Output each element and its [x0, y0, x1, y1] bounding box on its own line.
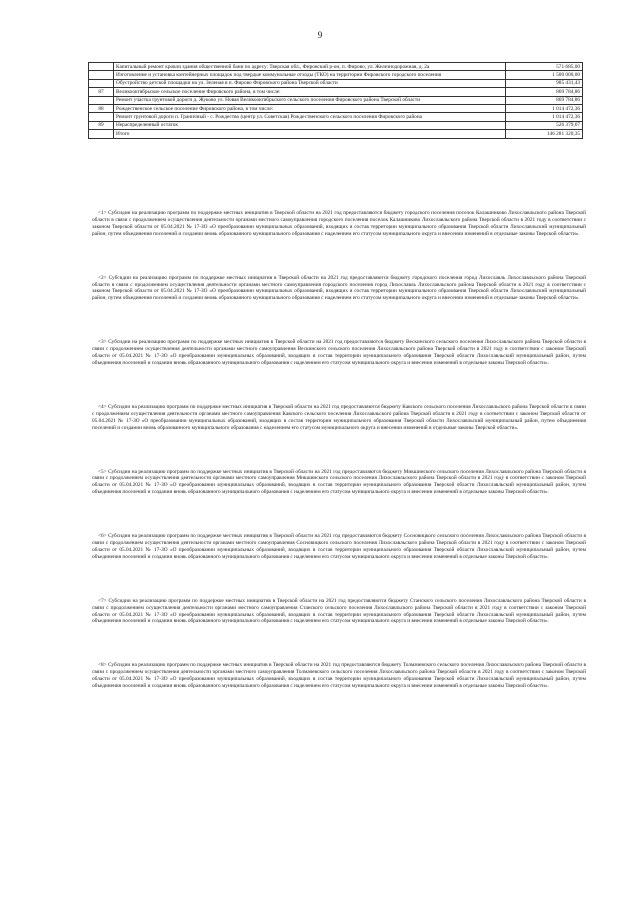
- footnotes: [92, 210, 586, 690]
- row-number: [89, 96, 114, 104]
- row-name: Великооктябрьское сельское поселение Фировского района, в том числе:: [114, 88, 506, 96]
- row-amount: 985 431,43: [506, 79, 583, 87]
- page-number: 9: [317, 30, 323, 40]
- row-name: Рождественское сельское поселение Фировского района, в том числе:: [114, 105, 506, 113]
- row-amount: 526 379,67: [506, 121, 583, 129]
- row-name: Ремонт грунтовой дороги п. Граничный - с. Рождество (центр ул. Советская) Рождественского сельского поселения Фировского района: [114, 113, 506, 121]
- table-row: [89, 88, 583, 96]
- row-name: Изготовление и установка контейнерных площадок под твердые коммунальные отходы (ТКО) на территории Фировского городского поселения: [114, 71, 506, 79]
- row-number: 89: [89, 121, 114, 129]
- row-number: [89, 63, 114, 71]
- row-number: [89, 130, 114, 138]
- row-amount: 571 685,00: [506, 63, 583, 71]
- footnote-3: <3> Субсидии на реализацию программ по поддержке местных инициатив в Тверской области на 2021 год предоставляются бюджету Вескинского сельского поселения Лихославльского района Тверской области в связи с продолжением осуществления деятельности органами местного самоуправления Вескинского сельского поселения Лихославльского района Тверской области в 2021 году в соответствии с законом Тверской области от 05.04.2021 № 17-ЗО «О преобразовании муниципальных образований, входящих в состав территории муниципального образования Тверской области Лихославльский муниципальный район, путем объединения поселений и создании вновь образованного муниципального образования с наделением его статусом муниципального округа и внесении изменений в отдельные законы Тверской области».: [92, 339, 586, 366]
- table-row: [89, 71, 583, 79]
- footnote-7: <7> Субсидии на реализацию программ по поддержке местных инициатив в Тверской области на 2021 год предоставляются бюджету Станского сельского поселения Лихославльского района Тверской области в связи с продолжением осуществления деятельности органами местного самоуправления Станского сельского поселения Лихославльского района Тверской области в 2021 году в соответствии с законом Тверской области от 05.04.2021 № 17-ЗО «О преобразовании муниципальных образований, входящих в состав территории муниципального образования Тверской области Лихославльский муниципальный район, путем объединения поселений и создании вновь образованного муниципального образования с наделением его статусом муниципального округа и внесении изменений в отдельные законы Тверской области».: [92, 597, 586, 625]
- row-number: [89, 79, 114, 87]
- row-amount: 1 014 472,36: [506, 113, 583, 121]
- footnote-2: <2> Субсидии на реализацию программ по поддержке местных инициатив в Тверской области на 2021 год предоставляются бюджету городского поселения город Лихославль Лихославльского района Тверской области в связи с продолжением осуществления деятельности органами местного самоуправления городского поселения город Лихославль Лихославльского района Тверской области в 2021 году в соответствии с законом Тверской области от 05.04.2021 № 17-ЗО «О преобразовании муниципальных образований, входящих в состав территории муниципального образования Тверской области Лихославльский муниципальный район, путем объединения поселений и создании вновь образованного муниципального образования с наделением его статусом муниципального округа и внесении изменений в отдельные законы Тверской области».: [92, 274, 586, 302]
- table-row: [89, 63, 583, 71]
- row-number: 88: [89, 105, 114, 113]
- table-row: [89, 105, 583, 113]
- row-number: [89, 71, 114, 79]
- footnote-8: <8> Субсидии на реализацию программ по поддержке местных инициатив в Тверской области на 2021 год предоставляются бюджету Толмачевского сельского поселения Лихославльского района Тверской области в связи с продолжением осуществления деятельности органами местного самоуправления Толмачевского сельского поселения Лихославльского района Тверской области в 2021 году в соответствии с законом Тверской области от 05.04.2021 № 17-ЗО «О преобразовании муниципальных образований, входящих в состав территории муниципального образования Тверской области Лихославльский муниципальный район, путем объединения поселений и создании вновь образованного муниципального образования с наделением его статусом муниципального округа и внесении изменений в отдельные законы Тверской области».: [92, 662, 586, 690]
- row-name: Ремонт участка грунтовой дороги д. Жуково ул. Новая Великооктябрьского сельского поселения Фировского района Тверской области: [114, 96, 506, 104]
- table-row-total: [89, 130, 583, 138]
- table-row: [89, 96, 583, 104]
- row-number: 87: [89, 88, 114, 96]
- table-row: [89, 121, 583, 129]
- row-amount: 146 281 320,35: [506, 130, 583, 138]
- row-name: Обустройство детской площадки на ул. Зеленая в п. Фирово Фировского района Тверской области: [114, 79, 506, 87]
- row-name: Капитальный ремонт кровли здания общественной бани по адресу: Тверская обл., Фировский р-он, п. Фирово, ул. Железнодорожная, д. 2а: [114, 63, 506, 71]
- footnote-4: <4> Субсидии на реализацию программ по поддержке местных инициатив в Тверской области на 2021 год предоставляются бюджету Кавского сельского поселения Лихославльского района Тверской области в связи с продолжением осуществления деятельности органами местного самоуправления Кавского сельского поселения Лихославльского района Тверской области в 2021 году в соответствии с законом Тверской области от 05.04.2021 № 17-ЗО «О преобразовании муниципальных образований, входящих в состав территории муниципального образования Тверской области Лихославльский муниципальный район, путем объединения поселений и создании вновь образованного муниципального образования с наделением его статусом муниципального округа и внесении изменений в отдельные законы Тверской области».: [92, 403, 586, 431]
- table-row: [89, 113, 583, 121]
- row-name: Итого: [114, 130, 506, 138]
- footnote-6: <6> Субсидии на реализацию программ по поддержке местных инициатив в Тверской области на 2021 год предоставляются бюджету Сосновицкого сельского поселения Лихославльского района Тверской области в связи с продолжением осуществления деятельности органами местного самоуправления Сосновицкого сельского поселения Лихославльского района Тверской области в 2021 году в соответствии с законом Тверской области от 05.04.2021 № 17-ЗО «О преобразовании муниципальных образований, входящих в состав территории муниципального образования Тверской области Лихославльский муниципальный район, путем объединения поселений и создании вновь образованного муниципального образования с наделением его статусом муниципального округа и внесении изменений в отдельные законы Тверской области».: [92, 533, 586, 560]
- row-number: [89, 113, 114, 121]
- row-amount: 1 014 472,36: [506, 105, 583, 113]
- row-amount: 1 500 000,00: [506, 71, 583, 79]
- row-amount: 869 784,86: [506, 96, 583, 104]
- row-amount: 869 784,86: [506, 88, 583, 96]
- table-row: [89, 79, 583, 87]
- row-name: Нераспределенный остаток: [114, 121, 506, 129]
- footnote-1: <1> Субсидии на реализацию программ по поддержке местных инициатив в Тверской области на 2021 год предоставляются бюджету городского поселения поселок Калашниково Лихославльского района Тверской области в связи с продолжением осуществления деятельности органами местного самоуправления городского поселения поселок Калашниково Лихославльского района Тверской области в 2021 году в соответствии с законом Тверской области от 05.04.2021 № 17-ЗО «О преобразовании муниципальных образований, входящих в состав территории муниципального образования Тверской области Лихославльский муниципальный район, путем объединения поселений и создании вновь образованного муниципального образования с наделением его статусом муниципального округа и внесении изменений в отдельные законы Тверской области».: [92, 210, 586, 237]
- budget-table: [88, 62, 583, 139]
- footnote-5: <5> Субсидии на реализацию программ по поддержке местных инициатив в Тверской области на 2021 год предоставляются бюджету Микшинского сельского поселения Лихославльского района Тверской области в связи с продолжением осуществления деятельности органами местного самоуправления Микшинского сельского поселения Лихославльского района Тверской области в 2021 году в соответствии с законом Тверской области от 05.04.2021 № 17-ЗО «О преобразовании муниципальных образований, входящих в состав территории муниципального образования Тверской области Лихославльский муниципальный район, путем объединения поселений и создании вновь образованного муниципального образования с наделением его статусом муниципального округа и внесении изменений в отдельные законы Тверской области».: [92, 468, 586, 496]
